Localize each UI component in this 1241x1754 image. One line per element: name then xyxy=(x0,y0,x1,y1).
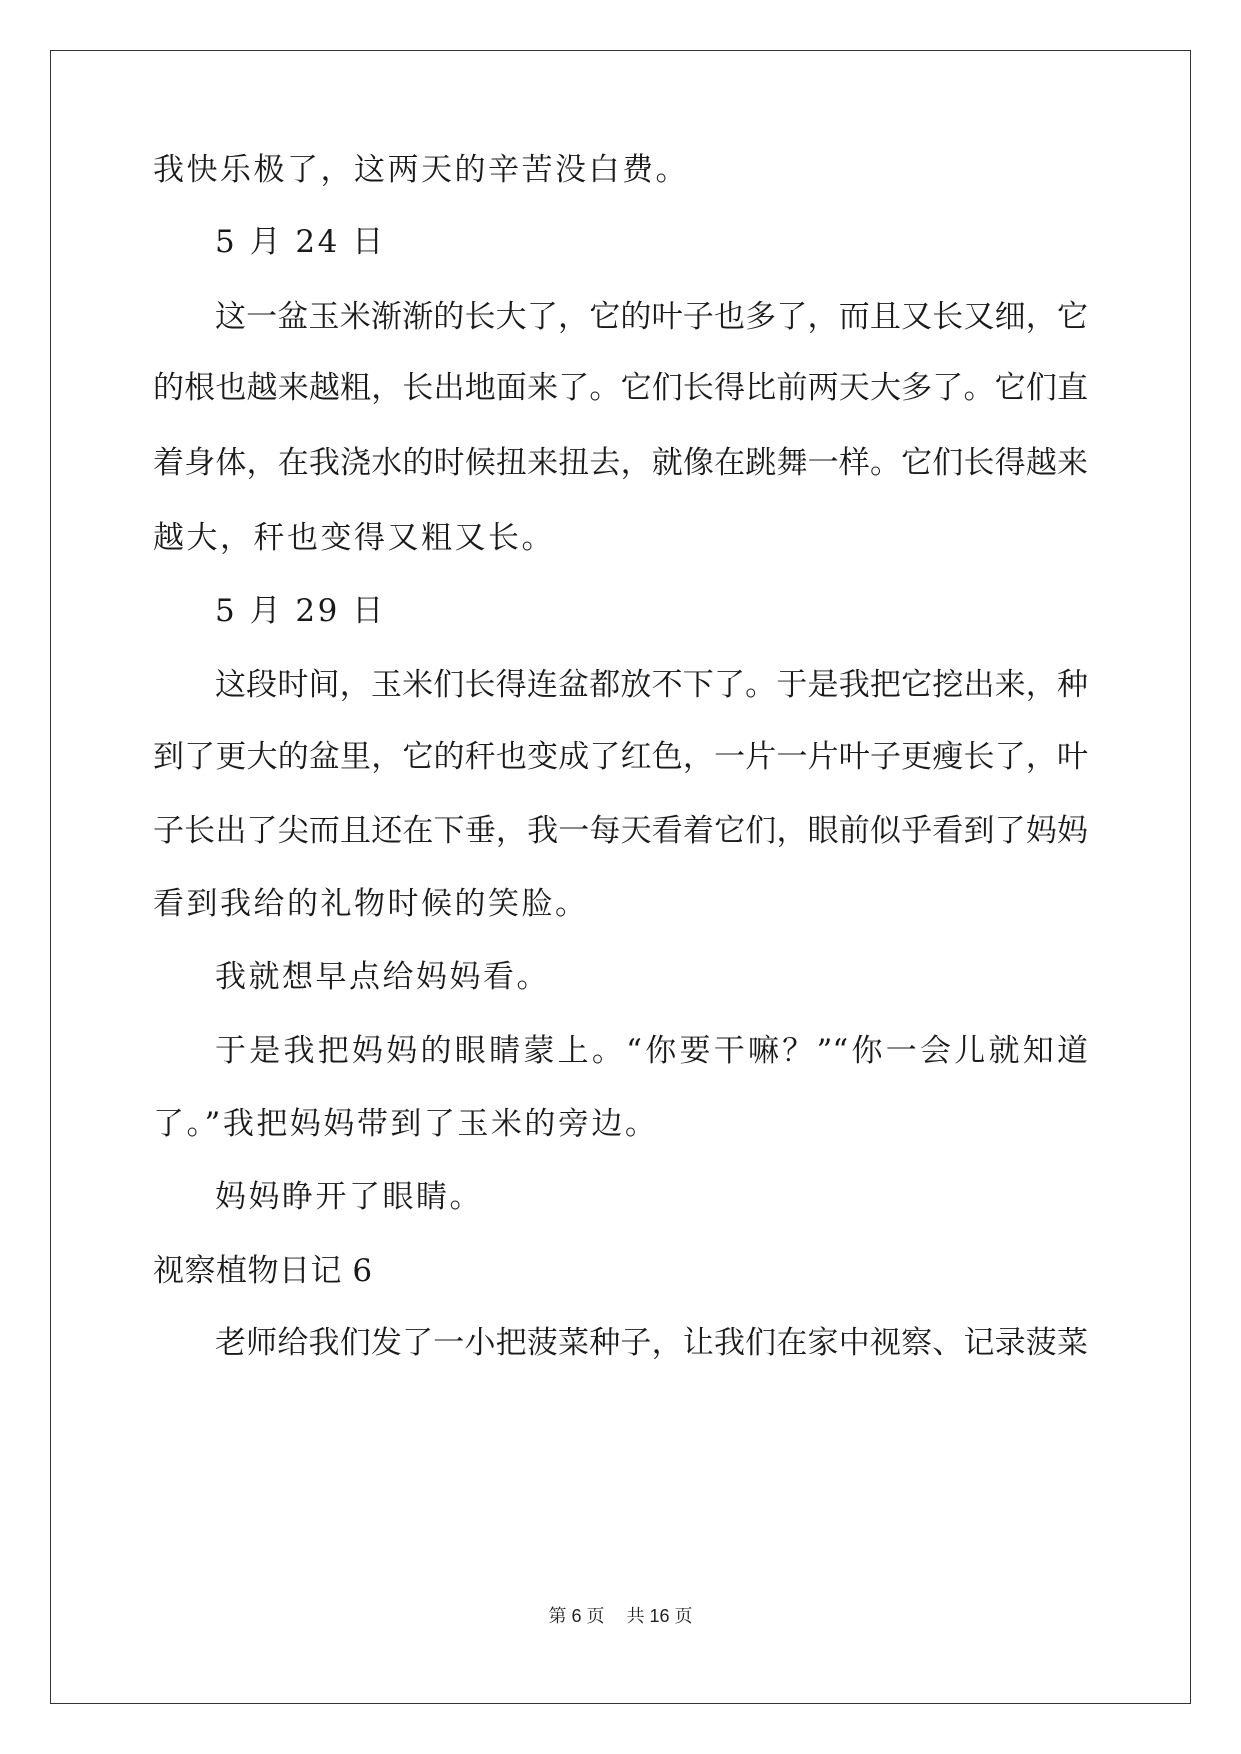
text-line: 的根也越来越粗，长出地面来了。它们长得比前两天大多了。它们直 xyxy=(153,370,1088,406)
date-line: 5 月 24 日 xyxy=(215,224,386,260)
text-line: 于是我把妈妈的眼睛蒙上。“你要干嘛？”“你一会儿就知道 xyxy=(215,1033,1088,1069)
text-line: 我就想早点给妈妈看。 xyxy=(215,959,550,995)
text-line: 这一盆玉米渐渐的长大了，它的叶子也多了，而且又长又细，它 xyxy=(215,299,1088,335)
section-heading: 视察植物日记 6 xyxy=(153,1253,373,1289)
text-line: 子长出了尖而且还在下垂，我一每天看着它们，眼前似乎看到了妈妈 xyxy=(153,813,1088,849)
page-footer xyxy=(0,1604,1241,1628)
page-number: 第 6 页 xyxy=(548,1606,605,1626)
text-line: 看到我给的礼物时候的笑脸。 xyxy=(153,886,589,922)
text-line: 越大，秆也变得又粗又长。 xyxy=(153,520,555,556)
page-total: 共 16 页 xyxy=(626,1606,693,1626)
text-line: 了。”我把妈妈带到了玉米的旁边。 xyxy=(153,1106,659,1142)
text-line: 着身体，在我浇水的时候扭来扭去，就像在跳舞一样。它们长得越来 xyxy=(153,445,1088,481)
date-line: 5 月 29 日 xyxy=(215,593,386,629)
text-line: 到了更大的盆里，它的秆也变成了红色，一片一片叶子更瘦长了，叶 xyxy=(153,739,1088,775)
text-line: 我快乐极了，这两天的辛苦没白费。 xyxy=(153,152,689,188)
text-line: 老师给我们发了一小把菠菜种子，让我们在家中视察、记录菠菜 xyxy=(215,1325,1088,1361)
text-line: 这段时间，玉米们长得连盆都放不下了。于是我把它挖出来，种 xyxy=(215,667,1088,703)
text-line: 妈妈睁开了眼睛。 xyxy=(215,1179,483,1215)
